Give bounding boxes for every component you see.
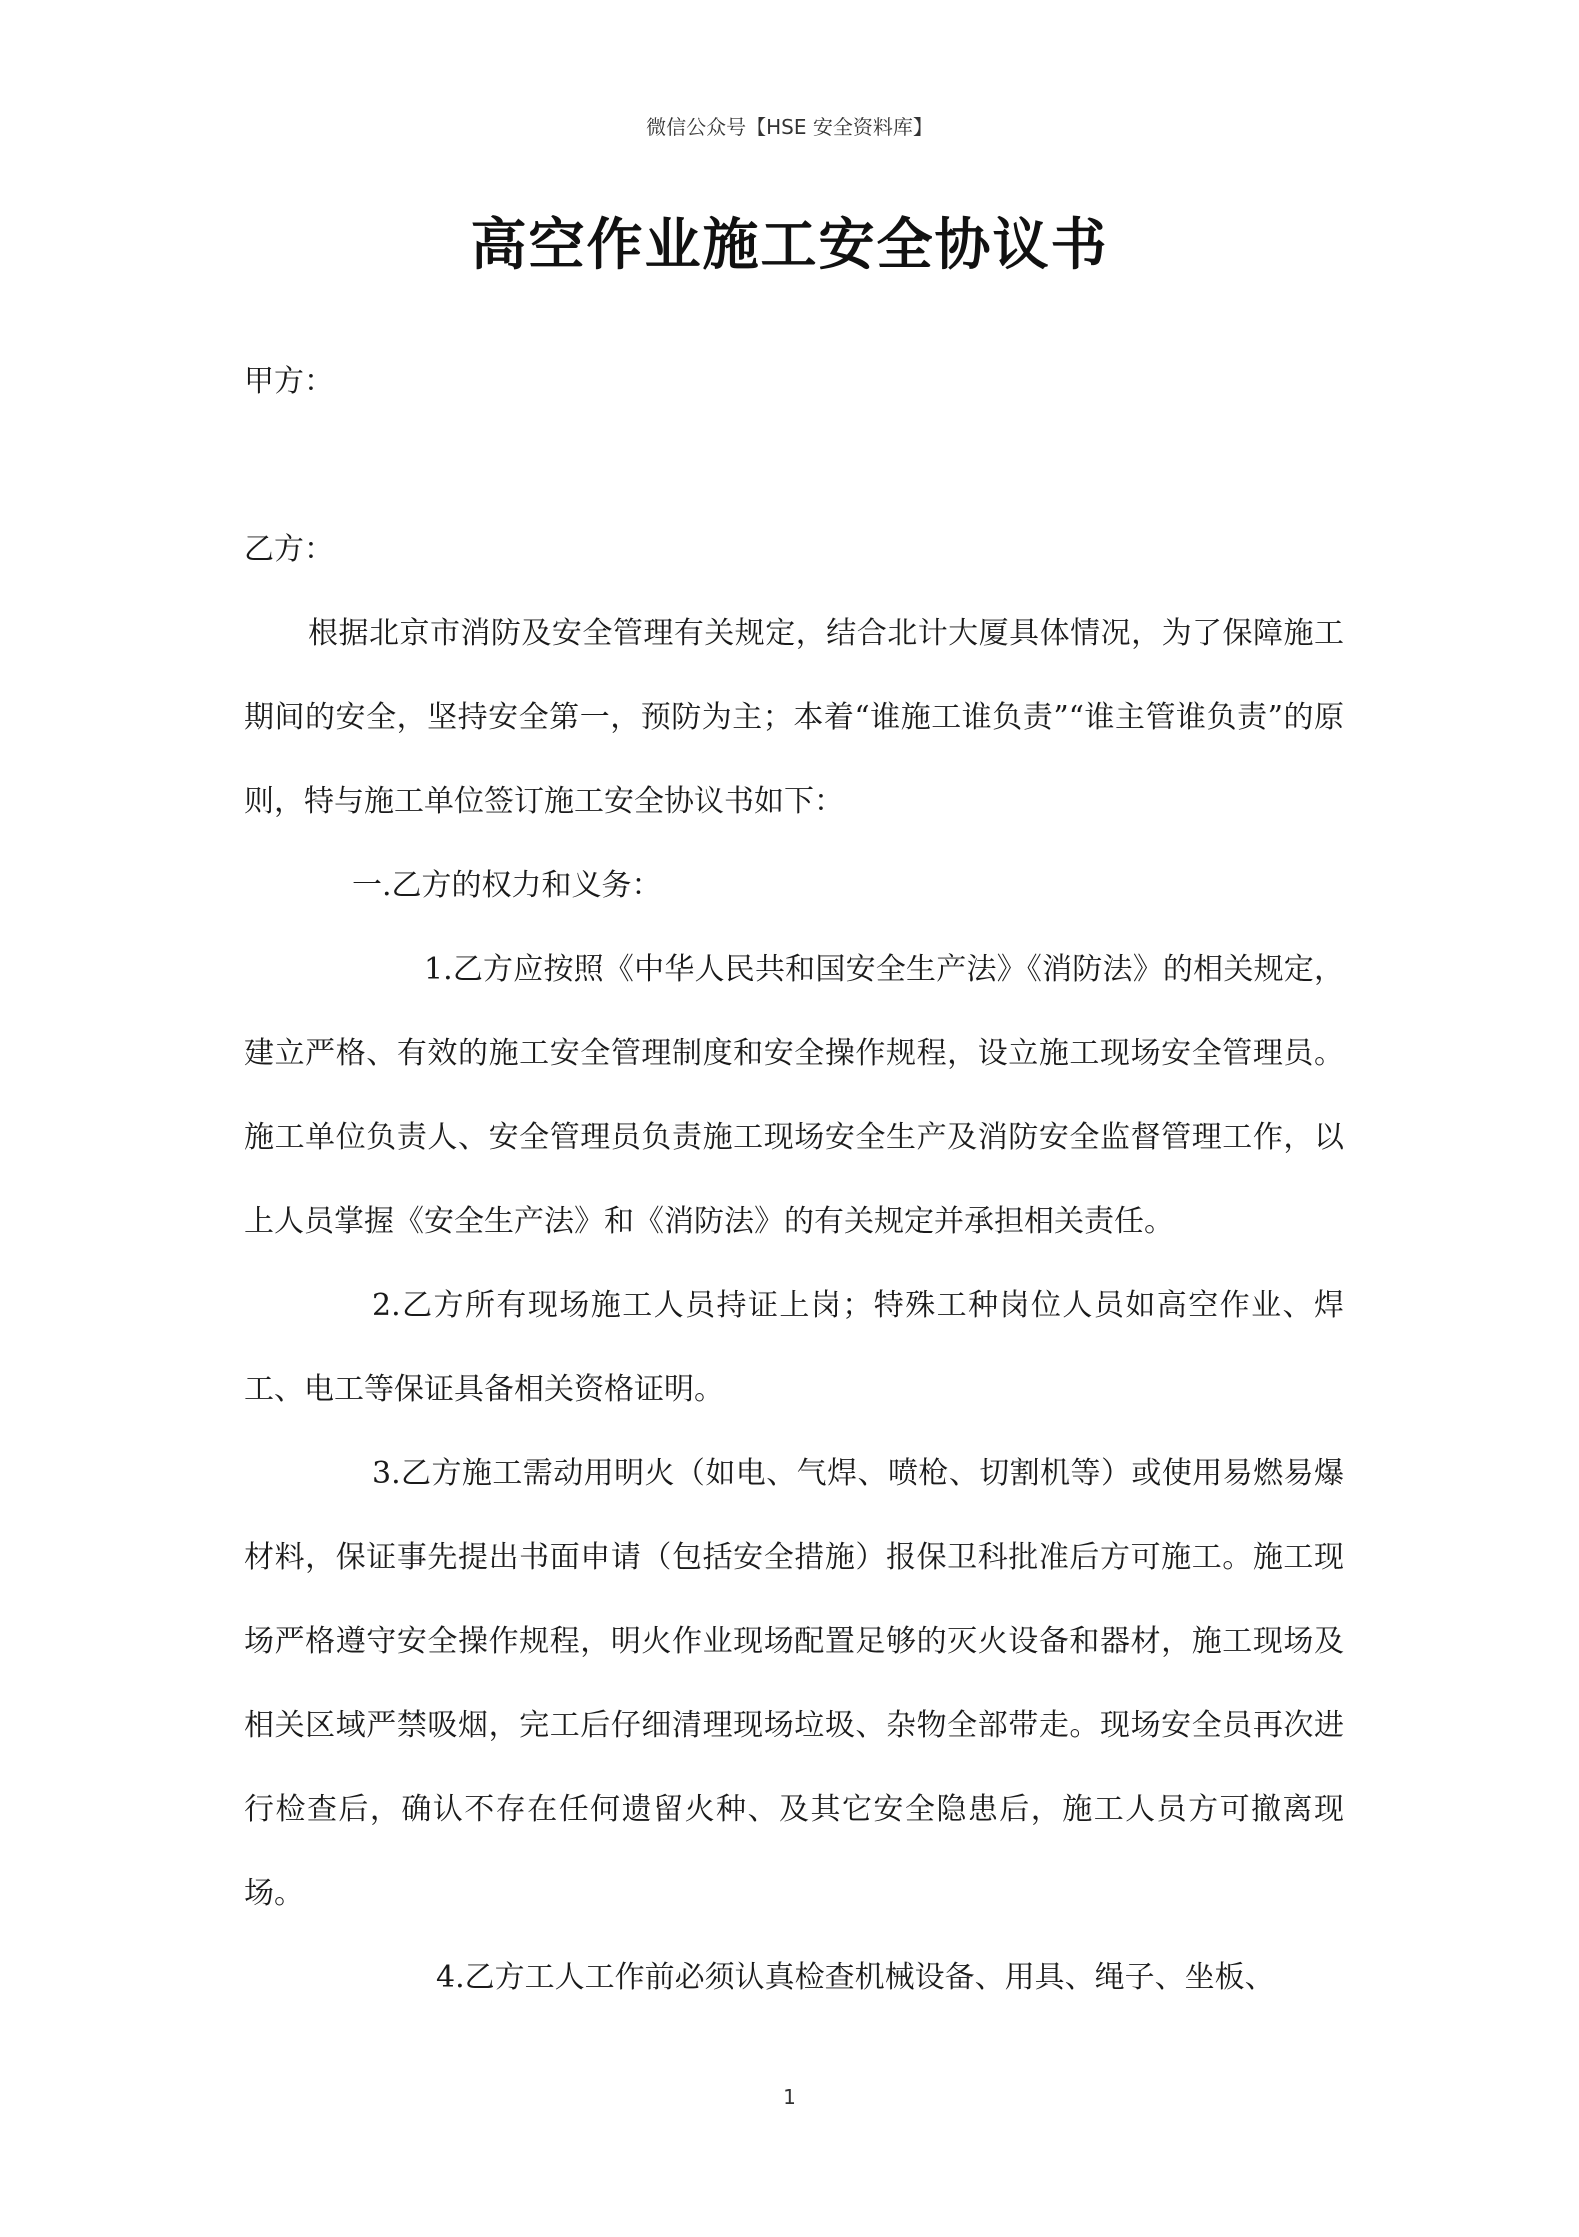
clause-3: 3.乙方施工需动用明火（如电、气焊、喷枪、切割机等）或使用易燃易爆材料，保证事先提出书面申请（包括安全措施）报保卫科批准后方可施工。施工现场严格遵守安全操作规程，明火作业现场配置足够的灭火设备和器材，施工现场及相关区域严禁吸烟，完工后仔细清理现场垃圾、杂物全部带走。现场安全员再次进行检查后，确认不存在任何遗留火种、及其它安全隐患后，施工人员方可撤离现场。 [244,1456,1344,1911]
party-a-line: 甲方： [244,364,334,399]
clause-4: 4.乙方工人工作前必须认真检查机械设备、用具、绳子、坐板、 [436,1960,1275,1995]
intro-paragraph: 根据北京市消防及安全管理有关规定，结合北计大厦具体情况，为了保障施工期间的安全，坚持安全第一，预防为主；本着“谁施工谁负责”“谁主管谁负责”的原则，特与施工单位签订施工安全协议书如下： [244,616,1344,819]
section-1-heading: 一.乙方的权力和义务： [352,868,662,903]
clause-1: 1.乙方应按照《中华人民共和国安全生产法》《消防法》的相关规定，建立严格、有效的施工安全管理制度和安全操作规程，设立施工现场安全管理员。施工单位负责人、安全管理员负责施工现场安全生产及消防安全监督管理工作，以上人员掌握《安全生产法》和《消防法》的有关规定并承担相关责任。 [244,952,1344,1239]
page-header: 微信公众号【HSE 安全资料库】 [646,115,933,139]
document-title: 高空作业施工安全协议书 [470,212,1109,278]
party-b-line: 乙方： [244,532,334,567]
document-body [244,340,1344,2020]
clause-2: 2.乙方所有现场施工人员持证上岗；特殊工种岗位人员如高空作业、焊工、电工等保证具备相关资格证明。 [244,1288,1344,1407]
page-number: 1 [783,2085,796,2109]
